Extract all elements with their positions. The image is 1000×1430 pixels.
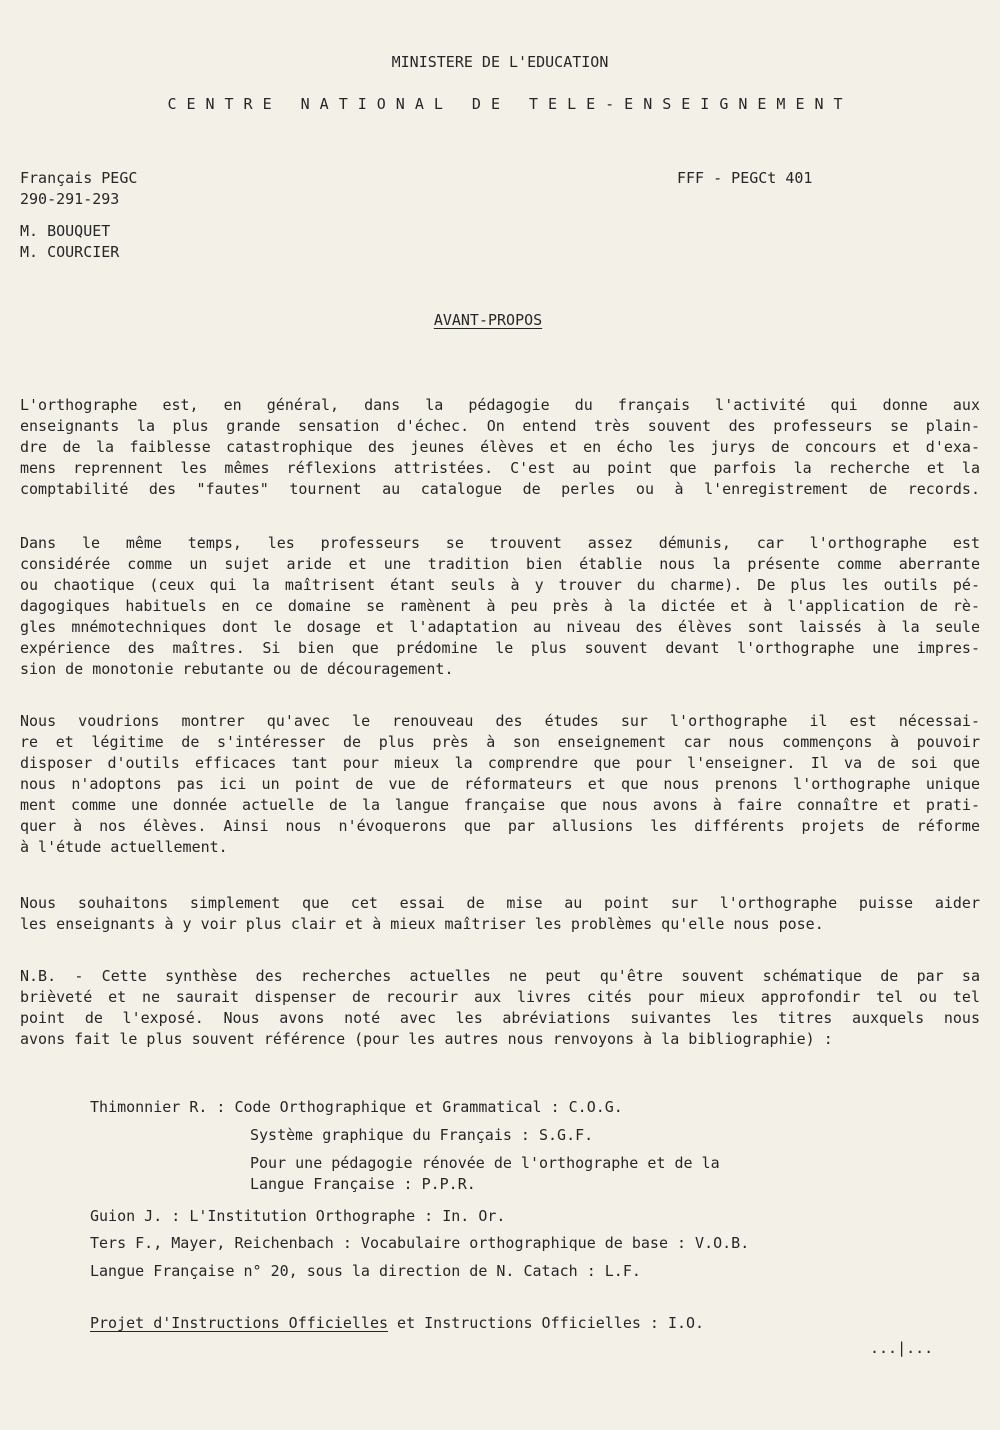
text-line: re et légitime de s'intéresser de plus près à son enseignement car nous commençons à pouvoir [20,733,980,751]
reference-ppr-line-1: Pour une pédagogie rénovée de l'orthographe et de la [250,1154,720,1172]
text-line: point de l'exposé. Nous avons noté avec les abréviations suivantes les titres auxquels nous [20,1009,980,1027]
reference-ters: Ters F., Mayer, Reichenbach : Vocabulaire orthographique de base : V.O.B. [90,1234,750,1252]
paragraph-1 [20,395,980,500]
reference-thimonnier: Thimonnier R. : Code Orthographique et Grammatical : C.O.G. [90,1098,623,1116]
text-line: ou chaotique (ceux qui la maîtrisent étant seuls à y trouver du charme). De plus les outils pé- [20,576,980,594]
course-line-1: Français PEGC [20,169,138,187]
course-line-2: 290-291-293 [20,190,120,208]
reference-sgf: Système graphique du Français : S.G.F. [250,1126,594,1144]
continuation-marker: ...|... [870,1339,934,1357]
text-line: Dans le même temps, les professeurs se trouvent assez démunis, car l'orthographe est [20,534,980,552]
text-line: brièveté et ne saurait dispenser de recourir aux livres cités pour mieux approfondir tel ou tel [20,988,980,1006]
section-title: AVANT-PROPOS [433,311,543,329]
text-line: gles mnémotechniques dont le dosage et l'adaptation au niveau des élèves sont laissés à la seule [20,618,980,636]
text-line: dagogiques habituels en ce domaine se ramènent à peu près à la dictée et à l'application de rè- [20,597,980,615]
text-line: expérience des maîtres. Si bien que prédomine le plus souvent devant l'orthographe une impres- [20,639,980,657]
text-line: Nous souhaitons simplement que cet essai de mise au point sur l'orthographe puisse aider [20,894,980,912]
text-line: les enseignants à y voir plus clair et à mieux maîtriser les problèmes qu'elle nous pose. [20,915,824,933]
text-line: sion de monotonie rebutante ou de découragement. [20,660,454,678]
reference-io-rest: et Instructions Officielles : I.O. [388,1314,705,1332]
text-line: Nous voudrions montrer qu'avec le renouveau des études sur l'orthographe il est nécessai- [20,712,980,730]
text-line: N.B. - Cette synthèse des recherches actuelles ne peut qu'être souvent schématique de par sa [20,967,980,985]
reference-io [90,1313,704,1334]
author-1: M. BOUQUET [20,222,111,240]
text-line: comptabilité des "fautes" tournent au catalogue de perles ou à l'enregistrement de records. [20,480,980,498]
text-line: avons fait le plus souvent référence (pour les autres nous renvoyons à la bibliographie) : [20,1030,833,1048]
paragraph-3 [20,711,980,858]
author-2: M. COURCIER [20,243,120,261]
text-line: mens reprennent les mêmes réflexions attristées. C'est au point que parfois la recherche et la [20,459,980,477]
text-line: à l'étude actuellement. [20,838,228,856]
text-line: disposer d'outils efficaces tant pour mieux la comprendre que pour l'enseigner. Il va de soi que [20,754,980,772]
text-line: dre de la faiblesse catastrophique des jeunes élèves et en écho les jurys de concours et d'exa- [20,438,980,456]
reference-ppr-line-2: Langue Française : P.P.R. [250,1175,476,1193]
text-line: considérée comme un sujet aride et une tradition bien établie nous la présente comme aberrante [20,555,980,573]
reference-lf: Langue Française n° 20, sous la direction de N. Catach : L.F. [90,1262,641,1280]
text-line: quer à nos élèves. Ainsi nous n'évoquerons que par allusions les différents projets de réforme [20,817,980,835]
nb-paragraph [20,966,980,1050]
document-code: FFF - PEGCt 401 [677,169,813,187]
paragraph-2 [20,533,980,680]
reference-io-underlined: Projet d'Instructions Officielles [90,1314,389,1332]
center-heading: CENTRE NATIONAL DE TELE-ENSEIGNEMENT [167,95,853,113]
text-line: ment comme une donnée actuelle de la langue française que nous avons à faire connaître et prati- [20,796,980,814]
ministry-heading: MINISTERE DE L'EDUCATION [391,53,609,71]
text-line: L'orthographe est, en général, dans la pédagogie du français l'activité qui donne aux [20,396,980,414]
text-line: enseignants la plus grande sensation d'échec. On entend très souvent des professeurs se plain- [20,417,980,435]
reference-guion: Guion J. : L'Institution Orthographe : In. Or. [90,1207,506,1225]
paragraph-4 [20,893,980,935]
text-line: nous n'adoptons pas ici un point de vue de réformateurs et que nous prenons l'orthographe unique [20,775,980,793]
